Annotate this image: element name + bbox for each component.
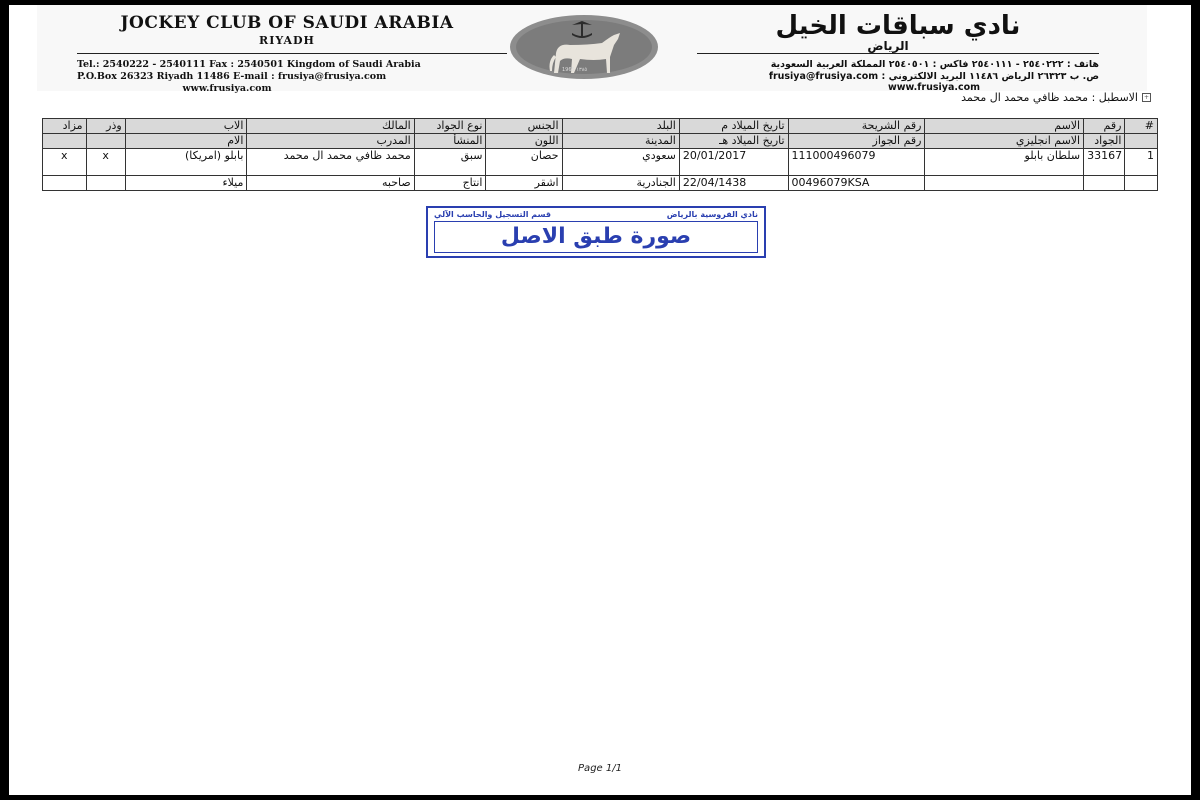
horse-registration-table bbox=[42, 118, 1158, 191]
website-arabic: www.frusiya.com bbox=[887, 82, 981, 93]
table-cell: انتاج bbox=[414, 176, 486, 191]
column-header: # bbox=[1125, 119, 1158, 134]
stamp-issuer: نادي الفروسية بالرياض bbox=[666, 210, 758, 219]
column-header: المدرب bbox=[247, 134, 414, 149]
page-number: Page 1/1 bbox=[578, 763, 622, 774]
table-cell: 00496079KSA bbox=[788, 176, 925, 191]
letterhead bbox=[37, 5, 1147, 94]
stable-label: الاسطبل : محمد ظافي محمد ال محمد bbox=[961, 91, 1138, 104]
stamp-department: قسم التسجيل والحاسب الآلي bbox=[434, 210, 551, 219]
contact-phone-english: Tel.: 2540222 - 2540111 Fax : 2540501 Kingdom of Saudi Arabia bbox=[77, 59, 421, 70]
table-cell bbox=[1084, 176, 1125, 191]
table-cell: ميلاء bbox=[125, 176, 247, 191]
contact-po-english: P.O.Box 26323 Riyadh 11486 E-mail : frusiya@frusiya.com bbox=[77, 71, 387, 82]
table-cell bbox=[43, 176, 87, 191]
header-row bbox=[43, 134, 1158, 149]
table-cell: 22/04/1438 bbox=[679, 176, 788, 191]
header-row bbox=[43, 119, 1158, 134]
column-header: الاب bbox=[125, 119, 247, 134]
club-emblem bbox=[510, 15, 658, 79]
table-cell bbox=[86, 176, 125, 191]
table-cell: x bbox=[43, 149, 87, 176]
table-cell: 111000496079 bbox=[788, 149, 925, 176]
letterhead-arabic bbox=[697, 11, 1099, 93]
column-header: تاريخ الميلاد م bbox=[679, 119, 788, 134]
table-cell: سعودي bbox=[562, 149, 679, 176]
table-cell: سلطان بابلو bbox=[925, 149, 1084, 176]
column-header: البلد bbox=[562, 119, 679, 134]
table-cell: 20/01/2017 bbox=[679, 149, 788, 176]
table-cell: 33167 bbox=[1084, 149, 1125, 176]
letterhead-english bbox=[77, 13, 497, 94]
certified-copy-stamp bbox=[426, 206, 766, 258]
table-cell: الجنادرية bbox=[562, 176, 679, 191]
emblem-year: 1965 ١٣٨٥ bbox=[562, 67, 588, 73]
column-header: الام bbox=[125, 134, 247, 149]
club-name-english: JOCKEY CLUB OF SAUDI ARABIA bbox=[120, 13, 454, 33]
column-header: الاسم انجليزي bbox=[925, 134, 1084, 149]
table-cell: حصان bbox=[486, 149, 562, 176]
table-cell: 1 bbox=[1125, 149, 1158, 176]
table-cell: x bbox=[86, 149, 125, 176]
column-header: نوع الجواد bbox=[414, 119, 486, 134]
city-english: RIYADH bbox=[259, 34, 315, 47]
contact-po-arabic: ص. ب ٢٦٣٢٣ الرياض ١١٤٨٦ البريد الالكتروني : frusiya@frusiya.com bbox=[768, 71, 1099, 82]
website-english: www.frusiya.com bbox=[182, 83, 272, 94]
column-header: المالك bbox=[247, 119, 414, 134]
column-header: رقم bbox=[1084, 119, 1125, 134]
table-cell bbox=[1125, 176, 1158, 191]
column-header: اللون bbox=[486, 134, 562, 149]
column-header: رقم الشريحة bbox=[788, 119, 925, 134]
stamp-text: صورة طبق الاصل bbox=[434, 221, 758, 253]
column-header: مزاد bbox=[43, 119, 87, 134]
table-cell: سبق bbox=[414, 149, 486, 176]
club-name-arabic: نادي سباقات الخيل bbox=[775, 11, 1021, 41]
column-header bbox=[86, 134, 125, 149]
table-cell bbox=[925, 176, 1084, 191]
divider bbox=[697, 53, 1099, 54]
column-header: الجواد bbox=[1084, 134, 1125, 149]
table-cell: محمد ظافي محمد ال محمد bbox=[247, 149, 414, 176]
city-arabic: الرياض bbox=[867, 39, 909, 53]
table-cell: بابلو (امريكا) bbox=[125, 149, 247, 176]
document-page bbox=[9, 5, 1191, 795]
table-cell: اشقر bbox=[486, 176, 562, 191]
divider bbox=[77, 53, 507, 54]
column-header: الجنس bbox=[486, 119, 562, 134]
column-header bbox=[1125, 134, 1158, 149]
column-header bbox=[43, 134, 87, 149]
table-row bbox=[43, 149, 1158, 176]
stable-owner-line bbox=[961, 91, 1151, 104]
column-header: رقم الجواز bbox=[788, 134, 925, 149]
column-header: وذر bbox=[86, 119, 125, 134]
column-header: المدينة bbox=[562, 134, 679, 149]
checkbox-icon: + bbox=[1143, 94, 1150, 101]
contact-phone-arabic: هاتف : ٢٥٤٠٢٢٢ - ٢٥٤٠١١١ فاكس : ٢٥٤٠٥٠١ المملكة العربية السعودية bbox=[770, 59, 1099, 70]
column-header: تاريخ الميلاد هـ bbox=[679, 134, 788, 149]
table-cell: صاحبه bbox=[247, 176, 414, 191]
table-row bbox=[43, 176, 1158, 191]
column-header: الاسم bbox=[925, 119, 1084, 134]
column-header: المنشأ bbox=[414, 134, 486, 149]
